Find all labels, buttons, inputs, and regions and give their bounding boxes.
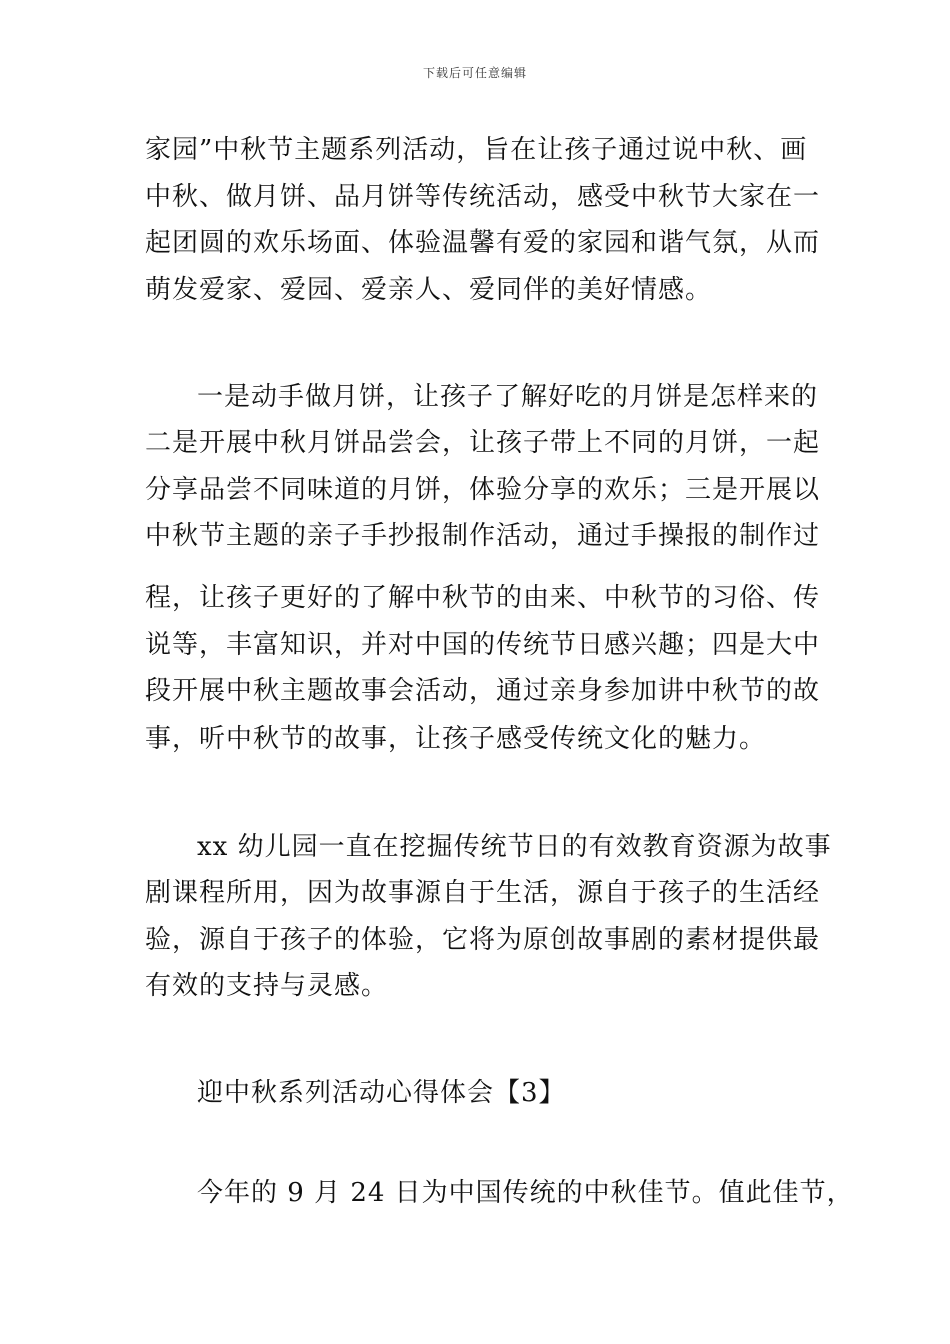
text-line: 事，听中秋节的故事，让孩子感受传统文化的魅力。 [145,724,767,754]
text-line: 起团圆的欢乐场面、体验温馨有爱的家园和谐气氛，从而 [145,228,821,258]
text-line: 中秋、做月饼、品月饼等传统活动，感受中秋节大家在一 [145,182,821,212]
text-line: 今年的 9 月 24 日为中国传统的中秋佳节。值此佳节， [197,1178,854,1208]
text-line: 分享品尝不同味道的月饼，体验分享的欢乐；三是开展以 [145,475,821,505]
heading-text: 迎中秋系列活动心得体会【3】 [197,1078,566,1108]
page-header: 下载后可任意编辑 [422,66,527,80]
text-line: 说等，丰富知识，并对中国的传统节日感兴趣；四是大中 [145,630,821,660]
text-line: 一是动手做月饼，让孩子了解好吃的月饼是怎样来的 [197,382,819,412]
text-line: 家园”中秋节主题系列活动，旨在让孩子通过说中秋、画 [145,135,808,165]
text-line: 中秋节主题的亲子手抄报制作活动，通过手操报的制作过 [145,521,821,551]
text-line: 二是开展中秋月饼品尝会，让孩子带上不同的月饼，一起 [145,428,821,458]
text-line: 有效的支持与灵感。 [145,971,389,1001]
text-line: 程，让孩子更好的了解中秋节的由来、中秋节的习俗、传 [145,583,821,613]
text-line: 剧课程所用，因为故事源自于生活，源自于孩子的生活经 [145,878,821,908]
text-line: 验，源自于孩子的体验，它将为原创故事剧的素材提供最 [145,925,821,955]
text-line: 段开展中秋主题故事会活动，通过亲身参加讲中秋节的故 [145,676,821,706]
text-line: xx 幼儿园一直在挖掘传统节日的有效教育资源为故事 [197,832,832,862]
text-line: 萌发爱家、爱园、爱亲人、爱同伴的美好情感。 [145,275,713,305]
